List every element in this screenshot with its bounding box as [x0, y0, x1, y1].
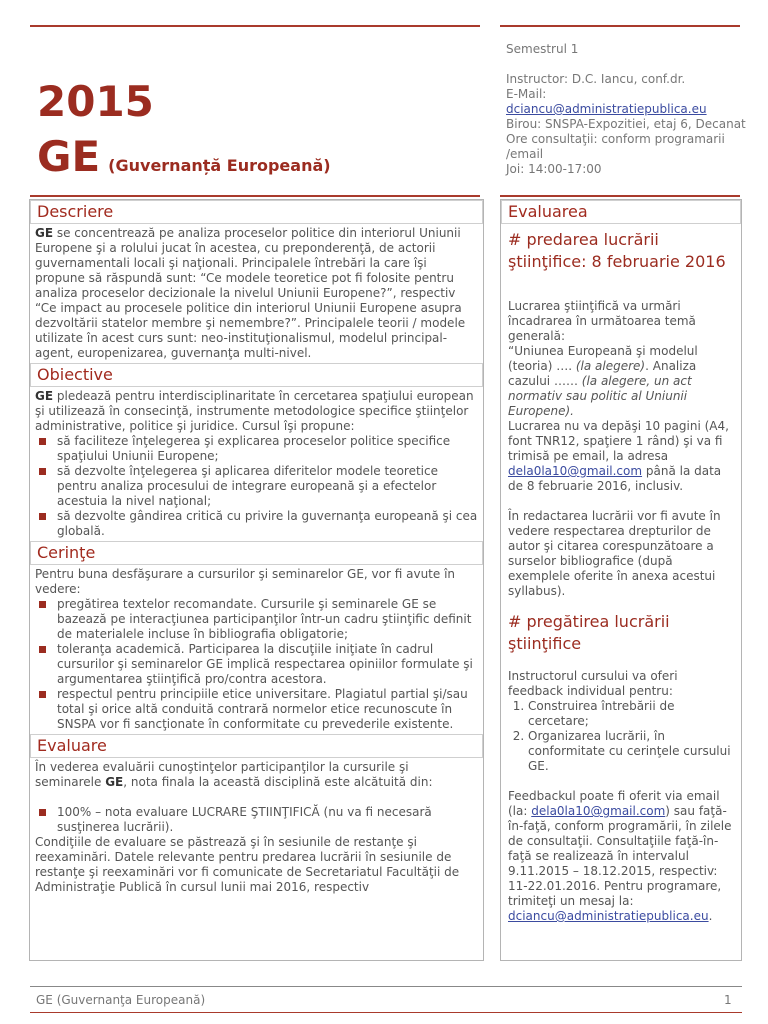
page-title [37, 133, 331, 190]
left-column [29, 199, 484, 961]
feedback-email-link[interactable]: dela0la10@gmail.com [531, 804, 666, 818]
feedback-text: Feedbackul poate fi oferit via email (la: dela0la10@gmail.com) sau faţă-în-faţă, conform programării, în zilele de consultaţii. Consultaţiile faţă-în-faţă se realizează în intervalul 9.11.2015 – 18.12.2015, respectiv: 11-22.01.2016. Pentru programare, trimiteţi un mesaj la: dciancu@administratiepublica.eu. [508, 789, 732, 923]
list-item: toleranţa academică. Participarea la discuţiile iniţiate în cadrul cursurilor şi seminarelor GE implică respectarea opiniilor formulate şi argumentarea ştiinţifică pro/contra acestora. [35, 642, 478, 687]
course-info [506, 42, 746, 177]
evaluare-intro: În vederea evaluării cunoştinţelor participanţilor la cursurile şi seminarele GE, nota finala la această disciplină este alcătuită din: [35, 760, 433, 789]
title-rule-right [500, 195, 740, 197]
instructor-email-link[interactable]: dciancu@administratiepublica.eu [506, 102, 707, 116]
list-item: să dezvolte gândirea critică cu privire la guvernanţa europeană şi cea globală. [35, 509, 478, 539]
list-item: 100% – nota evaluare LUCRARE ŞTIINŢIFICĂ (nu va fi necesară susţinerea lucrării). [35, 805, 478, 835]
consult-day: Joi: 14:00-17:00 [506, 162, 602, 176]
list-item: să dezvolte înţelegerea şi aplicarea diferitelor modele teoretice pentru analiza procesului de integrare europeană şi a efectelor acestuia la nivel naţional; [35, 464, 478, 509]
list-item: 2. Organizarea lucrării, în conformitate cu cerinţele cursului GE. [528, 729, 734, 774]
copyright-note: În redactarea lucrării vor fi avute în vedere respectarea drepturilor de autor şi citarea corespunzătoare a surselor bibliografice (după exemplele oferite în anexa acestui syllabus). [508, 509, 721, 598]
top-rule-right [500, 25, 740, 27]
preparation-heading: # pregătirea lucrării ştiinţifice [508, 612, 670, 653]
page-number: 1 [724, 993, 732, 1007]
section-evaluare [30, 734, 483, 897]
section-descriere [30, 200, 483, 363]
semester: Semestrul 1 [506, 42, 579, 56]
instructor-email-link-2[interactable]: dciancu@administratiepublica.eu [508, 909, 709, 923]
section-heading: Cerinţe [30, 541, 483, 565]
page-year: 2015 [37, 77, 154, 126]
submission-email-link[interactable]: dela0la10@gmail.com [508, 464, 643, 478]
section-obiective [30, 363, 483, 541]
section-heading: Obiective [30, 363, 483, 387]
right-column [500, 199, 742, 961]
email-label: E-Mail: [506, 87, 547, 101]
paper-format: Lucrarea nu va depăşi 10 pagini (A4, font TNR12, spaţiere 1 rând) şi va fi trimisă pe email, la adresa dela0la10@gmail.com până la data de 8 februarie 2016, inclusiv. [508, 419, 729, 493]
title-rule-left [30, 195, 480, 197]
paper-theme: “Uniunea Europeană şi modelul (teoria) …. (la alegere). Analiza cazului …… (la alegere, un act normativ sau politic al Uniunii Europene). [508, 344, 698, 418]
list-item: să faciliteze înţelegerea şi explicarea proceselor politice specifice spaţiului Uniunii Europene; [35, 434, 478, 464]
section-heading: Evaluarea [501, 200, 741, 224]
descriere-text: GE se concentrează pe analiza proceselor politice din interiorul Uniunii Europene şi a rolului jucat în acestea, cu preponderenţă, de actorii guvernamentali locali şi naţionali. Principalele întrebări la care îşi propune să răspundă sunt: “Ce modele teoretice pot fi folosite pentru analiza proceselor decizionale la nivelul Uniunii Europene?”, respectiv “Ce impact au procesele politice din interiorul Uniunii Europene asupra dezvoltării statelor membre şi nemembre?”. Principalele teorii / modele utilizate în acest curs sunt: neo-instituţionalismul, modelul principal-agent, europenizarea, guvernanţa multi-nivel. [35, 226, 466, 360]
footer-title: GE (Guvernanţa Europeană) [36, 993, 206, 1007]
section-cerinte [30, 541, 483, 734]
course-code: GE [37, 132, 101, 181]
footer-rule-bottom [30, 1012, 742, 1013]
top-rule-left [30, 25, 480, 27]
office: Birou: SNSPA-Expozitiei, etaj 6, Decanat [506, 117, 746, 131]
list-item: pregătirea textelor recomandate. Cursurile şi seminarele GE se bazează pe interacţiunea participanţilor într-un cadru ştiinţific definit de materialele incluse în bibliografia obligatorie; [35, 597, 478, 642]
list-item: 1. Construirea întrebării de cercetare; [528, 699, 734, 729]
submission-heading: # predarea lucrării ştiinţifice: 8 februarie 2016 [508, 230, 726, 271]
feedback-intro: Instructorul cursului va oferi feedback individual pentru: [508, 669, 678, 698]
section-heading: Evaluare [30, 734, 483, 758]
section-evaluarea [501, 224, 741, 927]
obiective-intro: GE pledează pentru interdisciplinaritate în cercetarea spaţiului european şi utilizează în consecinţă, instrumente metodologice specifice ştiinţelor administrative, politice şi juridice. Cursul îşi propune: [35, 389, 474, 433]
instructor: Instructor: D.C. Iancu, conf.dr. [506, 72, 686, 86]
evaluare-text: Condiţiile de evaluare se păstrează şi în sesiunile de restanţe şi reexaminări. Datele relevante pentru predarea lucrării în sesiunile de restanţe şi reexaminări vor fi comunicate de Secretariatul Facultăţii de Administraţie Publică în cursul lunii mai 2016, respectiv [35, 835, 460, 894]
course-subtitle: (Guvernanță Europeană) [108, 156, 331, 175]
section-heading: Descriere [30, 200, 483, 224]
list-item: respectul pentru principiile etice universitare. Plagiatul partial şi/sau total şi orice altă conduită contrară normelor etice recunoscute în SNSPA vor fi sancţionate în conformitate cu prevederile existente. [35, 687, 478, 732]
cerinte-intro: Pentru buna desfăşurare a cursurilor şi seminarelor GE, vor fi avute în vedere: [35, 567, 456, 596]
paper-theme-intro: Lucrarea ştiinţifică va urmări încadrarea în următoarea temă generală: [508, 299, 696, 343]
footer-rule [30, 986, 742, 987]
consult-hours: Ore consultaţii: conform programarii /email [506, 132, 725, 161]
